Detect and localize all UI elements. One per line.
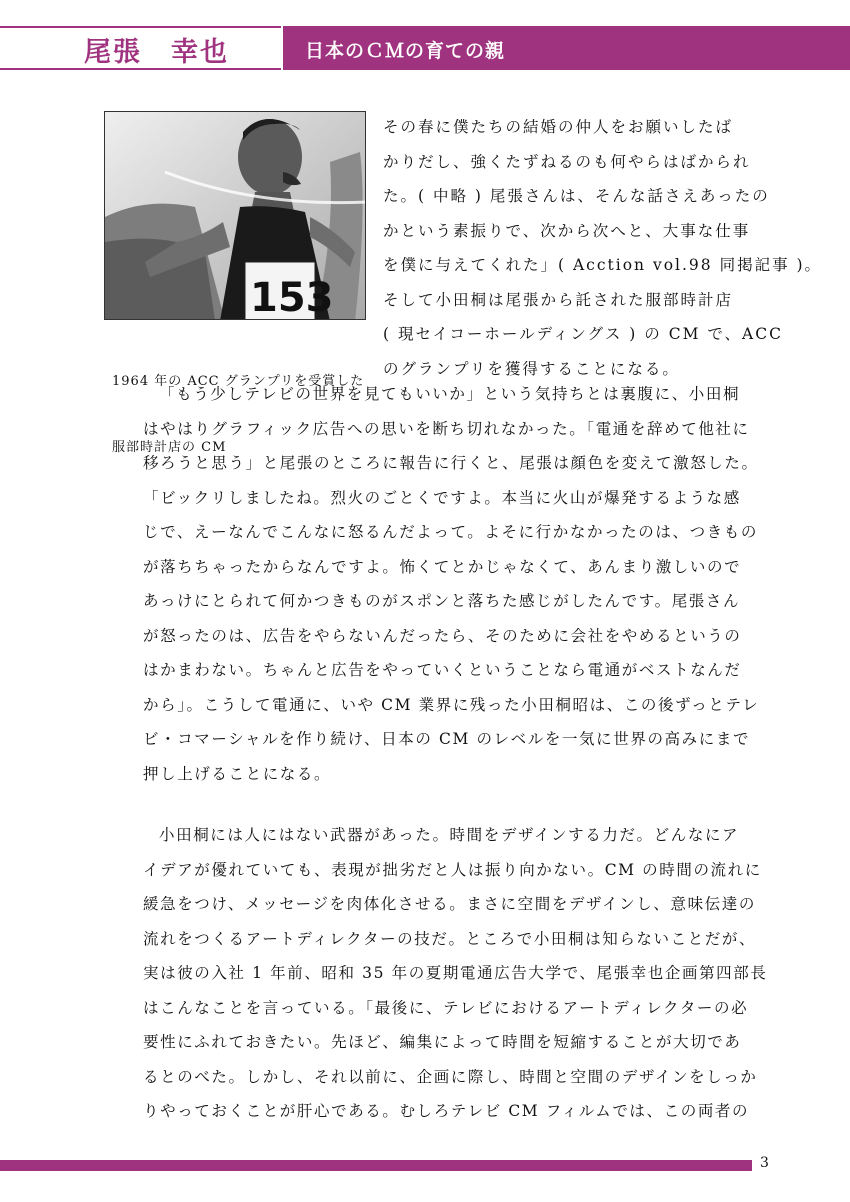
text-line: るとのべた。しかし、それ以前に、企画に際し、時間と空間のデザインをしっか: [143, 1067, 758, 1086]
text-line: はやはりグラフィック広告への思いを断ち切れなかった。「電通を辞めて他社に: [143, 419, 750, 438]
header-author-name: 尾張 幸也: [84, 37, 229, 68]
header-article-title: 日本のＣＭの育ての親: [305, 40, 506, 62]
text-line: そして小田桐は尾張から託された服部時計店: [383, 290, 734, 309]
text-line: 小田桐には人にはない武器があった。時間をデザインする力だ。どんなにア: [159, 826, 740, 844]
body-paragraph-1: [143, 377, 763, 791]
text-line: その春に僕たちの結婚の仲人をお願いしたば: [383, 118, 734, 136]
runner-photo-illustration: [105, 112, 366, 320]
text-line: た。( 中略 ) 尾張さんは、そんな話さえあったの: [383, 187, 770, 205]
text-line: が落ちちゃったからなんですよ。怖くてとかじゃなくて、あんまり激しいので: [143, 557, 742, 576]
text-line: 押し上げることになる。: [143, 764, 332, 783]
text-line: りやっておくことが肝心である。むしろテレビ CM フィルムでは、この両者の: [143, 1102, 750, 1120]
photo-caption-line: 1964 年の ACC グランプリを受賞した: [112, 374, 365, 389]
text-line: 要性にふれておきたい。先ほど、編集によって時間を短縮することが大切であ: [143, 1033, 742, 1051]
text-line: かりだし、強くたずねるのも何やらはばかられ: [383, 152, 751, 171]
text-line: 移ろうと思う」と尾張のところに報告に行くと、尾張は顔色を変えて激怒した。: [143, 454, 759, 472]
text-line: から」。こうして電通に、いや CM 業界に残った小田桐昭は、この後ずっとテレ: [143, 695, 760, 714]
text-line: 緩急をつけ、メッセージを肉体化させる。まさに空間をデザインし、意味伝達の: [143, 895, 756, 913]
text-line: ビ・コマーシャルを作り続け、日本の CM のレベルを一気に世界の高みにまで: [143, 730, 751, 748]
text-line: のグランプリを獲得することになる。: [383, 359, 680, 378]
body-paragraph-2: [143, 818, 768, 1129]
text-line: イデアが優れていても、表現が拙劣だと人は振り向かない。CM の時間の流れに: [143, 860, 762, 879]
runner-photo: [104, 111, 366, 320]
text-line: を僕に与えてくれた」( Acction vol.98 同掲記事 )。: [383, 256, 823, 274]
text-line: が怒ったのは、広告をやらないんだったら、そのために会社をやめるというの: [143, 626, 742, 645]
text-line: 実は彼の入社 1 年前、昭和 35 年の夏期電通広告大学で、尾張幸也企画第四部長: [143, 964, 768, 982]
side-column-text: [383, 110, 823, 386]
text-line: 「ビックリしましたね。烈火のごとくですよ。本当に火山が爆発するような感: [143, 488, 741, 507]
photo-caption-line: 服部時計店の CM: [112, 440, 227, 455]
text-line: 流れをつくるアートディレクターの技だ。ところで小田桐は知らないことだが、: [143, 929, 757, 948]
text-line: あっけにとられて何かつきものがスポンと落ちた感じがしたんです。尾張さん: [143, 592, 741, 610]
text-line: ( 現セイコーホールディングス ) の CM で、ACC: [383, 325, 783, 343]
page-number: 3: [760, 1155, 769, 1171]
text-line: はこんなことを言っている。「最後に、テレビにおけるアートディレクターの必: [143, 998, 749, 1017]
footer-bar: [0, 1160, 752, 1171]
text-line: 「もう少しテレビの世界を見てもいいか」という気持ちとは裏腹に、小田桐: [159, 385, 741, 403]
runner-bib-number: 153: [250, 275, 334, 320]
text-line: じで、えーなんでこんなに怒るんだよって。よそに行かなかったのは、つきもの: [143, 523, 758, 541]
text-line: かという素振りで、次から次へと、大事な仕事: [383, 221, 751, 240]
text-line: はかまわない。ちゃんと広告をやっていくということなら電通がベストなんだ: [143, 661, 742, 679]
